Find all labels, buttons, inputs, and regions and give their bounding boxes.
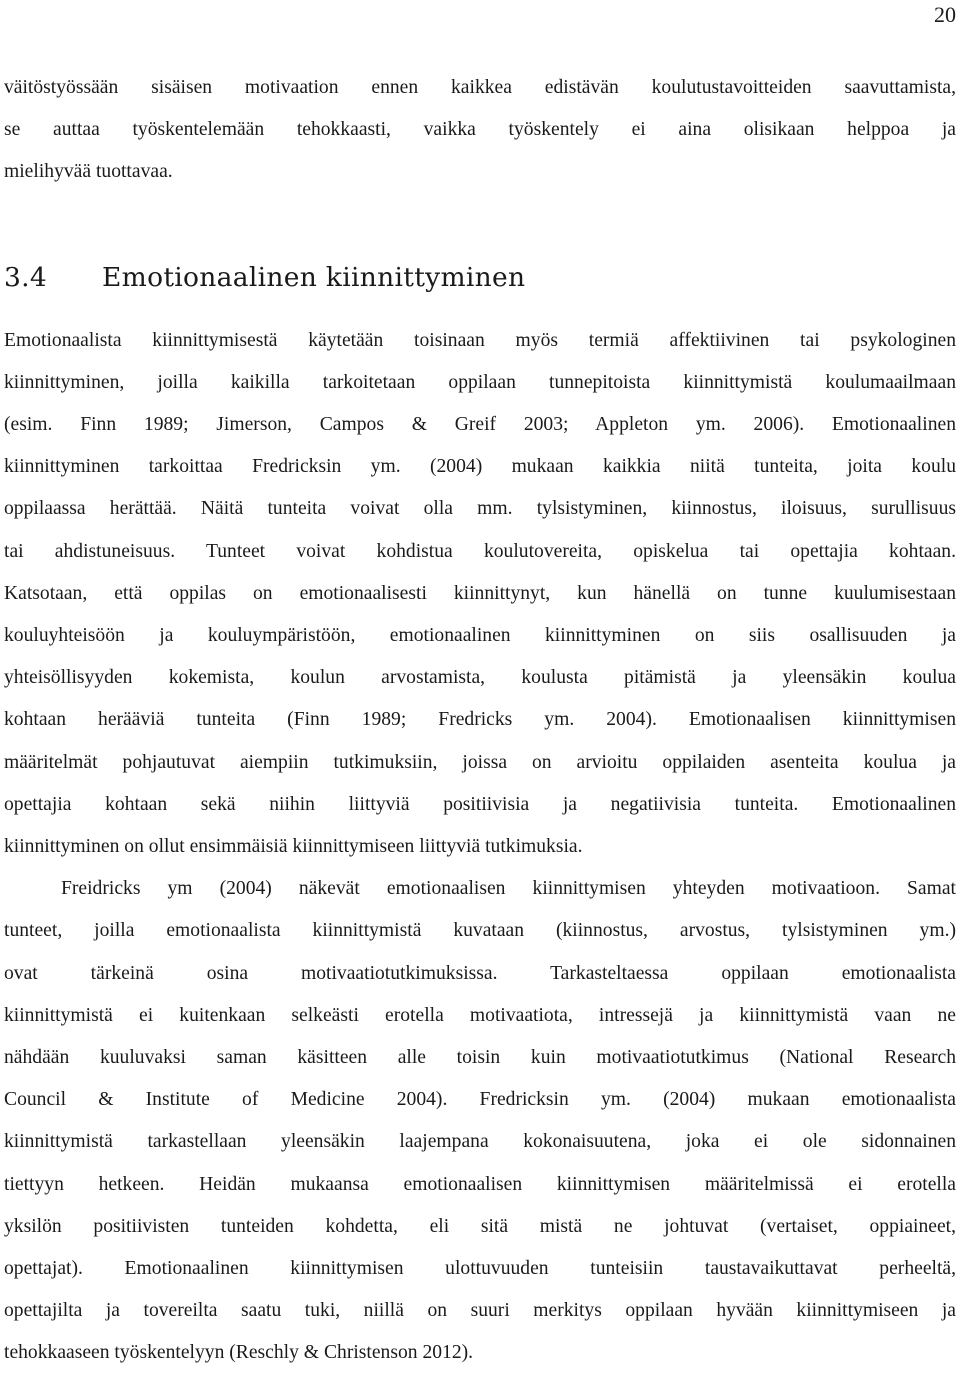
page-number: 20 <box>934 2 956 27</box>
text-line: Freidricks ym (2004) näkevät emotionaalisen kiinnittymisen yhteyden motivaatioon. Samat <box>61 878 956 900</box>
text-line: yksilön positiivisten tunteiden kohdetta, eli sitä mistä ne johtuvat (vertaiset, oppiaineet, <box>4 1215 956 1237</box>
intro-paragraph <box>4 67 956 194</box>
text-line: Council & Institute of Medicine 2004). Fredricksin ym. (2004) mukaan emotionaalista <box>4 1089 956 1111</box>
text-line: opettajia kohtaan sekä niihin liittyviä positiivisia ja negatiivisia tunteita. Emotionaalinen <box>4 793 956 815</box>
text-line: nähdään kuuluvaksi saman käsitteen alle toisin kuin motivaatiotutkimus (National Research <box>4 1047 956 1069</box>
section-title: Emotionaalinen kiinnittyminen <box>102 261 526 293</box>
text-line: tiettyyn hetkeen. Heidän mukaansa emotionaalisen kiinnittymisen määritelmissä ei erotella <box>4 1173 956 1195</box>
section-heading <box>4 256 956 300</box>
paragraph-1 <box>4 320 956 869</box>
text-line: kouluyhteisöön ja kouluympäristöön, emotionaalinen kiinnittyminen on siis osallisuuden ja <box>4 625 956 647</box>
section-number: 3.4 <box>4 261 48 293</box>
text-line: kiinnittymistä ei kuitenkaan selkeästi erotella motivaatiota, intressejä ja kiinnittymistä vaan ne <box>4 1004 956 1026</box>
text-line: ovat tärkeinä osina motivaatiotutkimuksissa. Tarkasteltaessa oppilaan emotionaalista <box>4 962 956 984</box>
text-line: Katsotaan, että oppilas on emotionaalisesti kiinnittynyt, kun hänellä on tunne kuulumisestaan <box>4 582 956 604</box>
text-line: yhteisöllisyyden kokemista, koulun arvostamista, koulusta pitämistä ja yleensäkin koulua <box>4 667 956 689</box>
text-line: Emotionaalista kiinnittymisestä käytetään toisinaan myös termiä affektiivinen tai psykologinen <box>4 329 956 351</box>
text-line: tehokkaaseen työskentelyyn (Reschly & Christenson 2012). <box>4 1342 474 1364</box>
text-line: kiinnittymistä tarkastellaan yleensäkin laajempana kokonaisuutena, joka ei ole sidonnainen <box>4 1131 956 1153</box>
text-line: kiinnittyminen, joilla kaikilla tarkoitetaan oppilaan tunnepitoista kiinnittymistä koulumaailmaan <box>4 371 956 393</box>
text-line: oppilaassa herättää. Näitä tunteita voivat olla mm. tylsistyminen, kiinnostus, iloisuus, surullisuus <box>4 498 956 520</box>
text-line: kiinnittyminen on ollut ensimmäisiä kiinnittymiseen liittyviä tutkimuksia. <box>4 836 583 858</box>
text-line: tunteet, joilla emotionaalista kiinnittymistä kuvataan (kiinnostus, arvostus, tylsistyminen ym.) <box>4 920 956 942</box>
text-line: tai ahdistuneisuus. Tunteet voivat kohdistua koulutovereita, opiskelua tai opettajia kohtaan. <box>4 540 956 562</box>
text-line: opettajilta ja tovereilta saatu tuki, niillä on suuri merkitys oppilaan hyvään kiinnittymiseen ja <box>4 1300 956 1322</box>
text-line: määritelmät pohjautuvat aiempiin tutkimuksiin, joissa on arvioitu oppilaiden asenteita koulua ja <box>4 751 956 773</box>
text-line: mielihyvää tuottavaa. <box>4 161 173 183</box>
text-line: (esim. Finn 1989; Jimerson, Campos & Greif 2003; Appleton ym. 2006). Emotionaalinen <box>4 414 956 436</box>
text-line: väitöstyössään sisäisen motivaation ennen kaikkea edistävän koulutustavoitteiden saavuttamista, <box>4 77 956 98</box>
paragraph-2 <box>4 868 956 1374</box>
page-content <box>4 67 956 1375</box>
text-line: kiinnittyminen tarkoittaa Fredricksin ym. (2004) mukaan kaikkia niitä tunteita, joita koulu <box>4 456 956 478</box>
text-line: opettajat). Emotionaalinen kiinnittymisen ulottuvuuden tunteisiin taustavaikuttavat perheeltä, <box>4 1258 956 1280</box>
text-line: se auttaa työskentelemään tehokkaasti, vaikka työskentely ei aina olisikaan helppoa ja <box>4 119 956 141</box>
text-line: kohtaan herääviä tunteita (Finn 1989; Fredricks ym. 2004). Emotionaalisen kiinnittymisen <box>4 709 956 731</box>
